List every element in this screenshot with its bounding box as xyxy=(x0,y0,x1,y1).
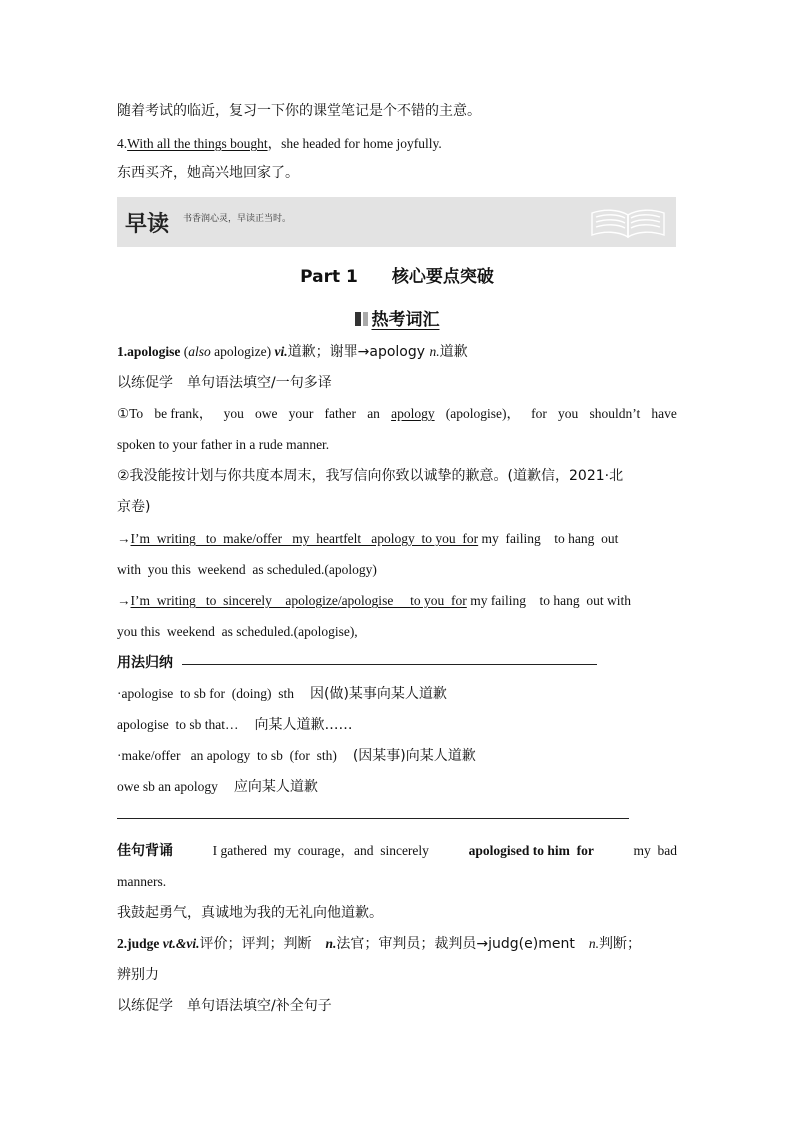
usage-item xyxy=(117,684,447,704)
translation-answer xyxy=(117,529,618,549)
word: owe xyxy=(254,406,278,421)
definition: 判断； xyxy=(598,936,641,952)
good-sentence-translation: 我鼓起勇气，真诚地为我的无礼向他道歉。 xyxy=(117,905,383,921)
definition: 道歉 xyxy=(439,344,468,360)
word: an xyxy=(367,406,380,421)
part-of-speech: n. xyxy=(325,936,337,951)
part-of-speech: n. xyxy=(588,936,599,951)
word: father xyxy=(324,406,357,421)
usage-title: 用法归纳 xyxy=(117,655,173,671)
word: you xyxy=(558,406,579,421)
answer-underlined: I’m writing to make/offer my heartfelt apology to you for xyxy=(130,531,479,546)
usage-meaning: 向某人道歉…… xyxy=(254,717,353,733)
sentence-rest: my failing to hang out with xyxy=(466,593,632,608)
word: (apologise)， xyxy=(445,406,520,421)
usage-bottom-rule xyxy=(117,818,629,819)
practice-label: 以练促学 单句语法填空/补全句子 xyxy=(117,998,332,1014)
word: ①To xyxy=(117,406,144,421)
usage-item xyxy=(117,777,318,797)
section-heading-text: 热考词汇 xyxy=(371,310,440,330)
paren: ( xyxy=(180,344,189,359)
banner-title: 早读 xyxy=(125,212,170,237)
translation-answer: you this weekend as scheduled.(apologise), xyxy=(117,624,358,639)
usage-item xyxy=(117,746,476,766)
translation-line: 东西买齐，她高兴地回家了。 xyxy=(117,165,299,181)
part-heading: Part 1 核心要点突破 xyxy=(300,267,494,287)
text-line: 随着考试的临近，复习一下你的课堂笔记是个不错的主意。 xyxy=(117,103,481,119)
exercise-line: ②我没能按计划与你共度本周末，我写信向你致以诚挚的歉意。(道歉信，2021·北 xyxy=(117,468,624,484)
translation-answer xyxy=(117,591,631,611)
usage-top-rule xyxy=(182,664,597,665)
usage-phrase: ·apologise to sb for (doing) sth xyxy=(117,686,294,701)
part-of-speech: vt.&vi. xyxy=(162,936,200,951)
good-sentence-line: manners. xyxy=(117,874,167,889)
open-book-icon xyxy=(588,203,668,241)
definition: 道歉；谢罪→apology xyxy=(287,344,430,360)
definition: 评价；评判；判断 xyxy=(199,936,326,952)
part-of-speech: n. xyxy=(429,344,440,359)
answer-underlined: apology xyxy=(391,406,435,421)
sentence-bold-part: apologised to him for xyxy=(468,843,594,858)
head-word: 2.judge xyxy=(117,936,163,951)
banner-subtitle: 书香润心灵，早读正当时。 xyxy=(183,214,292,224)
part-of-speech: vi. xyxy=(274,344,288,359)
usage-phrase: owe sb an apology xyxy=(117,779,218,794)
word: have xyxy=(651,406,677,421)
sentence-rest: my failing to hang out xyxy=(478,531,619,546)
alt-spelling: apologize) xyxy=(210,344,275,359)
definition: 法官；审判员；裁判员→judg(e)ment xyxy=(336,936,589,952)
usage-meaning: 应向某人道歉 xyxy=(233,779,318,795)
usage-item xyxy=(117,715,353,735)
exercise-line: spoken to your father in a rude manner. xyxy=(117,437,330,452)
section-marker-icon xyxy=(355,312,361,326)
word: your xyxy=(288,406,314,421)
exercise-line: 京卷) xyxy=(117,499,151,515)
also-label: also xyxy=(188,344,211,359)
practice-label: 以练促学 单句语法填空/一句多译 xyxy=(117,375,332,391)
answer-underlined: With all the things bought xyxy=(127,136,268,151)
head-word: 1.apologise xyxy=(117,344,181,359)
sentence-part: I gathered my courage，and sincerely xyxy=(212,843,429,858)
usage-meaning: (因某事)向某人道歉 xyxy=(352,748,476,764)
translation-answer: with you this weekend as scheduled.(apology) xyxy=(117,562,377,577)
sentence-part: my bad xyxy=(633,843,677,858)
definition-continued: 辨别力 xyxy=(117,967,159,983)
arrow: → xyxy=(117,593,131,608)
word: be frank， xyxy=(154,406,213,421)
arrow: → xyxy=(117,531,131,546)
usage-phrase: apologise to sb that… xyxy=(117,717,239,732)
item-number: 4. xyxy=(117,136,128,151)
sentence-rest: ，she headed for home joyfully. xyxy=(267,136,442,151)
example-sentence xyxy=(117,134,442,154)
exercise-line xyxy=(117,404,677,424)
section-heading xyxy=(0,305,794,330)
word: shouldn’t xyxy=(589,406,641,421)
word-entry-heading xyxy=(117,934,641,954)
usage-phrase: ·make/offer an apology to sb (for sth) xyxy=(117,748,337,763)
good-sentence-line xyxy=(117,841,677,861)
word: you xyxy=(223,406,244,421)
morning-reading-banner xyxy=(117,197,676,247)
answer-underlined: I’m writing to sincerely apologize/apologise to you for xyxy=(130,593,467,608)
word: for xyxy=(531,406,547,421)
good-sentence-label: 佳句背诵 xyxy=(117,843,173,859)
usage-meaning: 因(做)某事向某人道歉 xyxy=(309,686,447,702)
section-marker-icon xyxy=(363,312,368,326)
word-entry-heading xyxy=(117,342,468,362)
